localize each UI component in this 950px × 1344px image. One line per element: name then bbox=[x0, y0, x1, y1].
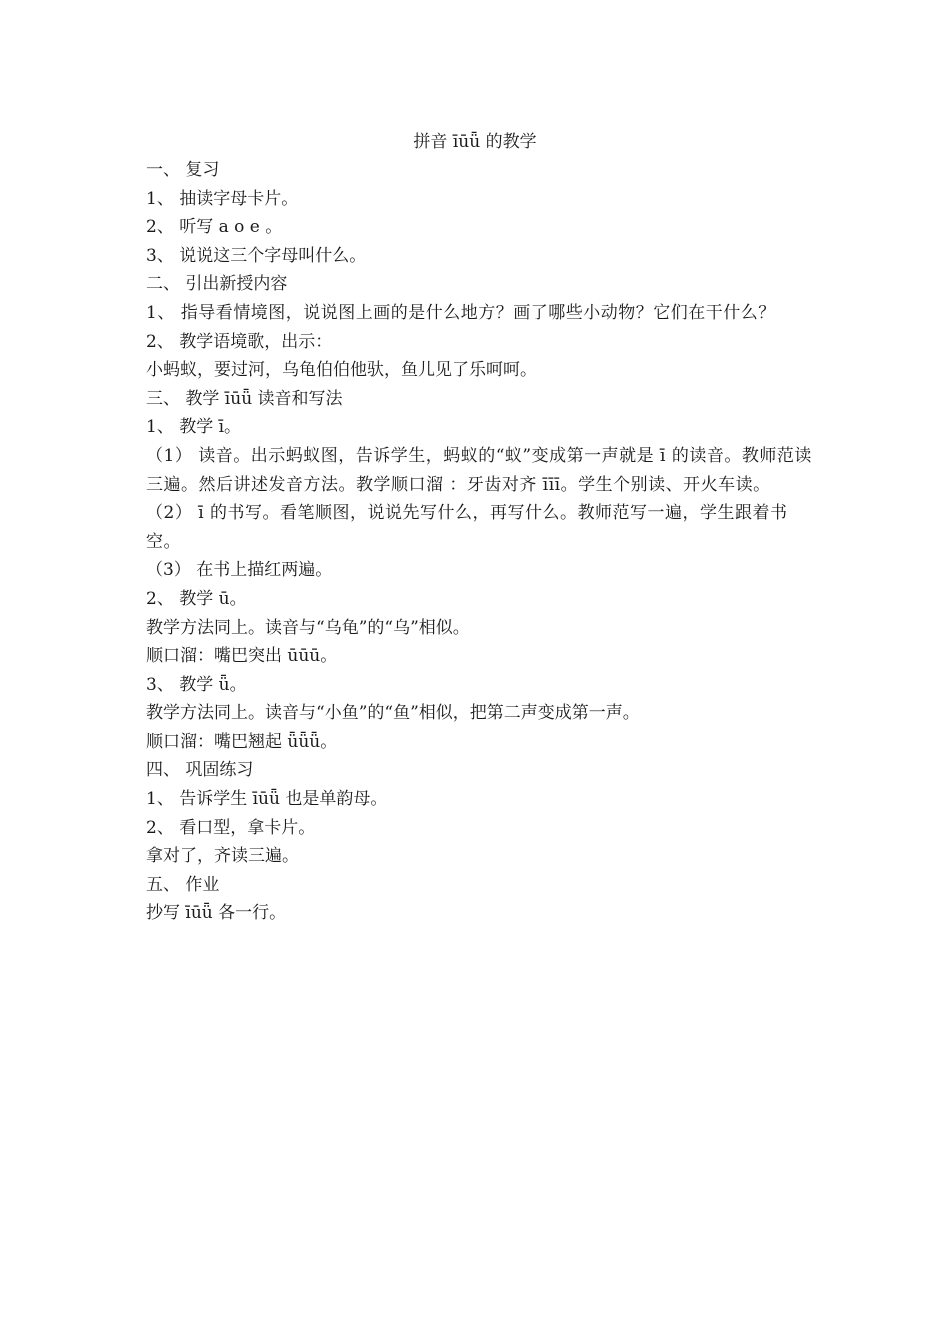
sub-item-paragraph: （1） 读音。出示蚂蚁图，告诉学生，蚂蚁的“蚁”变成第一声就是 ī 的读音。教师范读三遍。然后讲述发音方法。教学顺口溜 ：牙齿对齐 īīī。学生个别读、开火车读。 bbox=[146, 445, 812, 495]
paragraph: 拿对了，齐读三遍。 bbox=[146, 846, 299, 867]
list-item: 1、 抽读字母卡片。 bbox=[146, 188, 299, 209]
section-heading-new-content: 二、 引出新授内容 bbox=[146, 274, 288, 295]
list-item: 2、 教学 ū。 bbox=[146, 588, 247, 609]
list-item: 2、 听写 a o e 。 bbox=[146, 217, 283, 238]
sub-item-paragraph: （3） 在书上描红两遍。 bbox=[146, 560, 333, 581]
sub-item-paragraph: （2） ī 的书写。看笔顺图，说说先写什么，再写什么。教师范写一遍，学生跟着书空。 bbox=[146, 503, 788, 552]
paragraph-song: 小蚂蚁，要过河，乌龟伯伯他驮，鱼儿见了乐呵呵。 bbox=[146, 360, 537, 381]
paragraph: 教学方法同上。读音与“小鱼”的“鱼”相似，把第二声变成第一声。 bbox=[146, 703, 640, 724]
list-item: 2、 教学语境歌，出示： bbox=[146, 331, 333, 352]
document-body bbox=[146, 156, 814, 928]
paragraph: 顺口溜：嘴巴翘起 ǖǖǖ。 bbox=[146, 731, 338, 752]
section-heading-practice: 四、 巩固练习 bbox=[146, 760, 254, 781]
list-item: 1、 告诉学生 īūǖ 也是单韵母。 bbox=[146, 789, 388, 810]
list-item: 3、 教学 ǖ。 bbox=[146, 674, 247, 695]
list-item: 2、 看口型，拿卡片。 bbox=[146, 817, 316, 838]
list-item: 1、 指导看情境图，说说图上画的是什么地方？画了哪些小动物？它们在干什么？ bbox=[146, 302, 776, 323]
document-title: 拼音 īūǖ 的教学 bbox=[413, 132, 537, 152]
list-item: 1、 教学 ī。 bbox=[146, 417, 242, 438]
paragraph: 顺口溜：嘴巴突出 ūūū。 bbox=[146, 646, 338, 667]
paragraph: 教学方法同上。读音与“乌龟”的“乌”相似。 bbox=[146, 617, 470, 638]
paragraph: 抄写 īūǖ 各一行。 bbox=[146, 903, 287, 924]
section-heading-homework: 五、 作业 bbox=[146, 874, 220, 895]
list-item: 3、 说说这三个字母叫什么。 bbox=[146, 245, 367, 266]
section-heading-review: 一、 复习 bbox=[146, 160, 220, 180]
section-heading-reading-writing: 三、 教学 īūǖ 读音和写法 bbox=[146, 388, 343, 409]
